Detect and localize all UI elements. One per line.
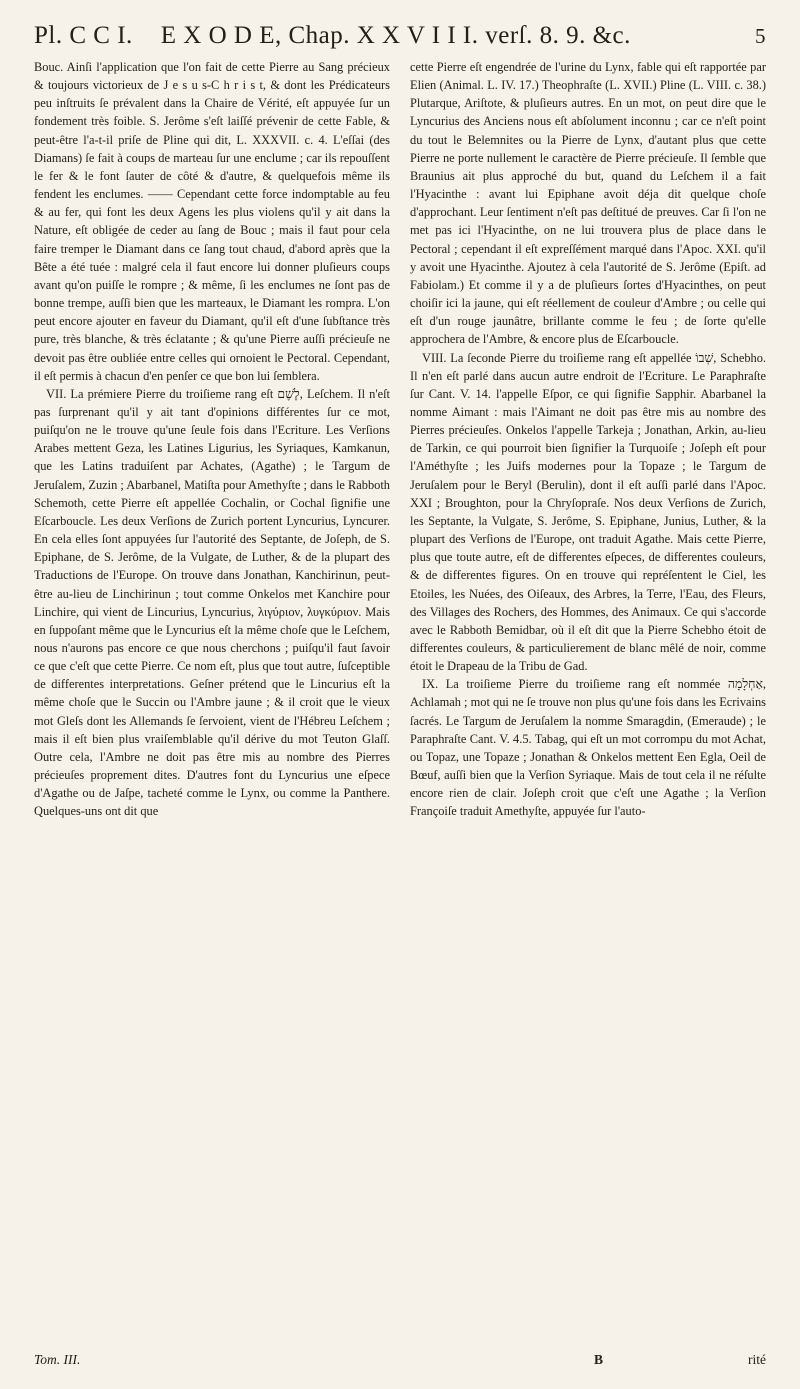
header-title: [34, 22, 631, 50]
catchword: rité: [748, 1352, 766, 1367]
header-book: E X O D E, Chap. X X V I I I. verſ. 8. 9. &c.: [160, 22, 631, 49]
header-plate: Pl. C C I.: [34, 22, 133, 49]
running-header: [34, 22, 766, 56]
left-column: [34, 58, 390, 821]
right-column: [410, 58, 766, 821]
paragraph: IX. La troiſieme Pierre du troiſieme rang eſt nommée אַחְלָמָה, Achlamah ; mot qui ne ſe trouve non plus qu'une fois dans les Ecrivains ſacrés. Le Targum de Jeruſalem la nomme Smaragdin, (Emeraude) ; le Paraphraſte Cant. V. 4.5. Tabag, qui eſt un mot corrompu du mot Achat, ou Topaz, une Topaze ; Jonathan & Onkelos mettent Een Egla, Oeil de Bœuf, auſſi bien que la Verſion Syriaque. Mais de tout cela il ne réſulte encore rien de clair. Joſeph croit que c'eſt une Agathe ; la Verſion Françoiſe traduit Amethyſte, appuyée ſur l'auto-: [410, 677, 766, 819]
paragraph: cette Pierre eſt engendrée de l'urine du Lynx, fable qui eſt rapportée par Elien (Animal. L. IV. 17.) Theophraſte (L. XVII.) Pline (L. VIII. c. 38.) Plutarque, Ariſtote, & pluſieurs autres. En un mot, on peut dire que le Lyncurius des Anciens nous eſt abſolument inconnu ; car ce n'eſt point du tout le Belemnites ou la Pierre de Lynx, d'autant plus que cette Pierre ne porte nullement le caractère de Pierre précieuſe. Il ſemble que Braunius ait plus approché du but, quand du Leſchem il a fait l'Hyacinthe : avant lui Epiphane avoit déja dit quelque choſe d'approchant. Leur ſentiment n'eſt pas deſtitué de preuves. Car ſi l'on ne met pas ici l'Hyacinthe, on ne lui trouvera plus de place dans le Pectoral ; cependant il eſt expreſſément marqué dans l'Apoc. XXI. qu'il y avoit une Hyacinthe. Ajoutez à cela l'autorité de S. Jerôme (Epiſt. ad Fabiolam.) Et comme il y a de pluſieurs ſortes d'Hyacinthes, on peut choiſir ici la jaune, qui eſt réellement de couleur d'Ambre ; ou celle qui eſt d'un rouge jaunâtre, brillante comme le feu ; de ſorte qu'elle approchera de l'Ambre, & encore plus de Eſcarboucle.: [410, 60, 766, 347]
text-columns: [34, 58, 766, 821]
paragraph: Bouc. Ainſi l'application que l'on fait de cette Pierre au Sang précieux & toujours victorieux de J e s u s-C h r i s t, & dont les Prédicateurs peu inſtruits ſe prévalent dans la Chaire de Vérité, eſt appuyée ſur un fondement très foible. S. Jerôme s'eſt laiſſé prévenir de cette Fable, & peut-être l'a-t-il priſe de Pline qui dit, L. XXXVII. c. 4. L'eſſai (des Diamans) ſe fait à coups de marteau ſur une enclume ; car ils repouſſent le fer & le font ſauter de côté & d'autre, & quelquefois même ils fendent les enclumes. —— Cependant cette force indomptable au feu & au fer, qui font les deux Agens les plus violens qu'il y ait dans la Nature, eſt obligée de ceder au ſang de Bouc ; mais il faut pour cela faire tremper le Diamant dans ce ſang tout chaud, d'abord après que la Bête a été tuée : malgré cela il faut encore lui donner pluſieurs coups avant qu'on puiſſe le rompre ; & même, ſi les enclumes ne ſont pas de bonne trempe, auſſi bien que les marteaux, le Diamant les rompra. L'on peut encore ajouter en faveur du Diamant, qu'il eſt d'une ſubſtance très pure, très blanche, & très éclatante ; & qu'une Pierre auſſi précieuſe ne devoit pas être oubliée entre celles qui ornoient le Pectoral. Cependant, il eſt permis à chacun d'en penſer ce que bon lui ſemblera.: [34, 60, 390, 383]
page-number: 5: [755, 24, 766, 48]
paragraph: VIII. La ſeconde Pierre du troiſieme rang eſt appellée שְׁבוֹ, Schebho. Il n'en eſt parlé dans aucun autre endroit de l'Ecriture. Le Paraphraſte ſur Cant. V. 14. l'appelle Eſpor, ce qui ſignifie Sapphir. Abarbanel la nomme Aimant : mais l'Aimant ne doit pas être mis au nombre des Pierres précieuſes. Onkelos l'appelle Tarkeja ; Jonathan, Arkin, au-lieu de Tarkin, ce qui pourroit bien ſignifier la Turquoiſe ; Joſeph eſt pour l'Améthyſte ; les Juifs modernes pour la Topaze ; le Targum de Jeruſalem pour le Beryl (Berulin), dont il eſt auſſi parlé dans l'Apoc. XXI ; Broughton, pour la Chryſopraſe. Nos deux Verſions de Zurich, les Septante, la Vulgate, S. Jerôme, S. Epiphane, Junius, Luther, & la plupart des Verſions de l'Europe, ont traduit Agathe. Mais cette Pierre, plus que toute autre, eſt de differentes eſpeces, de differentes couleurs, & de differentes figures. On en trouve qui repréſentent le Ciel, les Etoiles, les Nuées, des Oiſeaux, des Arbres, la Terre, l'Eau, des Fleurs, des Villages des Rochers, des Hommes, des Animaux. Ce qui s'accorde avec le Rabboth Bemidbar, où il eſt dit que la Pierre Schebho étoit de differentes couleurs, & particulierement de blanc mêlé de noir, comme étoit le Drapeau de la Tribu de Gad.: [410, 350, 766, 674]
volume-label: Tom. III.: [34, 1352, 81, 1367]
signature-mark: B: [594, 1352, 604, 1367]
page-footer: [34, 1352, 766, 1368]
paragraph: VII. La prémiere Pierre du troiſieme rang eſt לֶשֶׁם, Leſchem. Il n'eſt pas ſurprenant qu'il y ait tant d'opinions différentes ſur ce mot, puiſqu'on ne le trouve qu'une ſeule fois dans l'Ecriture. Les Verſions Arabes mettent Geza, les Latines Ligurius, les Syriaques, Kamkanun, que les Latins traduiſent par Achates, (Agathe) ; le Targum de Jeruſalem, Zuzin ; Abarbanel, Matiſta pour Amethyſte ; dans le Rabboth Schemoth, cette Pierre eſt appellée Cochalin, or Cochal ſignifie une Eſcarboucle. Les deux Verſions de Zurich portent Lyncurius, Lyncurer. En cela elles ſont appuyées ſur l'autorité des Septante, de Joſeph, de S. Epiphane, de S. Jerôme, de la Vulgate, de Luther, & de la plupart des Traductions de l'Europe. On trouve dans Jonathan, Kanchirinun, peut-être au-lieu de Linchirinun ; tout comme Onkelos met Kanchire pour Linchire, qui vient de Lincurius, Lyncurius, λιγύριον, λυγκύριον. Mais en ſuppoſant même que le Lyncurius eſt la même choſe que le Leſchem, nous n'aurons pas encore ce que nous cherchons ; puiſqu'il faut ſavoir ce que c'eſt que cette Pierre. Ce nom eſt, plus que tout autre, ſuſceptible de differentes interpretations. Geſner prétend que le Lincurius eſt la même choſe que le Succin ou l'Ambre jaune ; & il croit que le vieux mot Gleſs dont les Allemands ſe ſervoient, vient de l'Hébreu Leſchem ; mais il eſt bien plus vraiſemblable qu'il dérive du mot Teuton Glaſſ. Outre cela, l'Ambre ne doit pas être mis au nombre des Pierres précieuſes proprement dites. D'autres font du Lyncurius une eſpece d'Agathe ou de Jaſpe, tacheté comme le Lynx, ou comme la Panthere. Quelques-uns ont dit que: [34, 386, 390, 819]
